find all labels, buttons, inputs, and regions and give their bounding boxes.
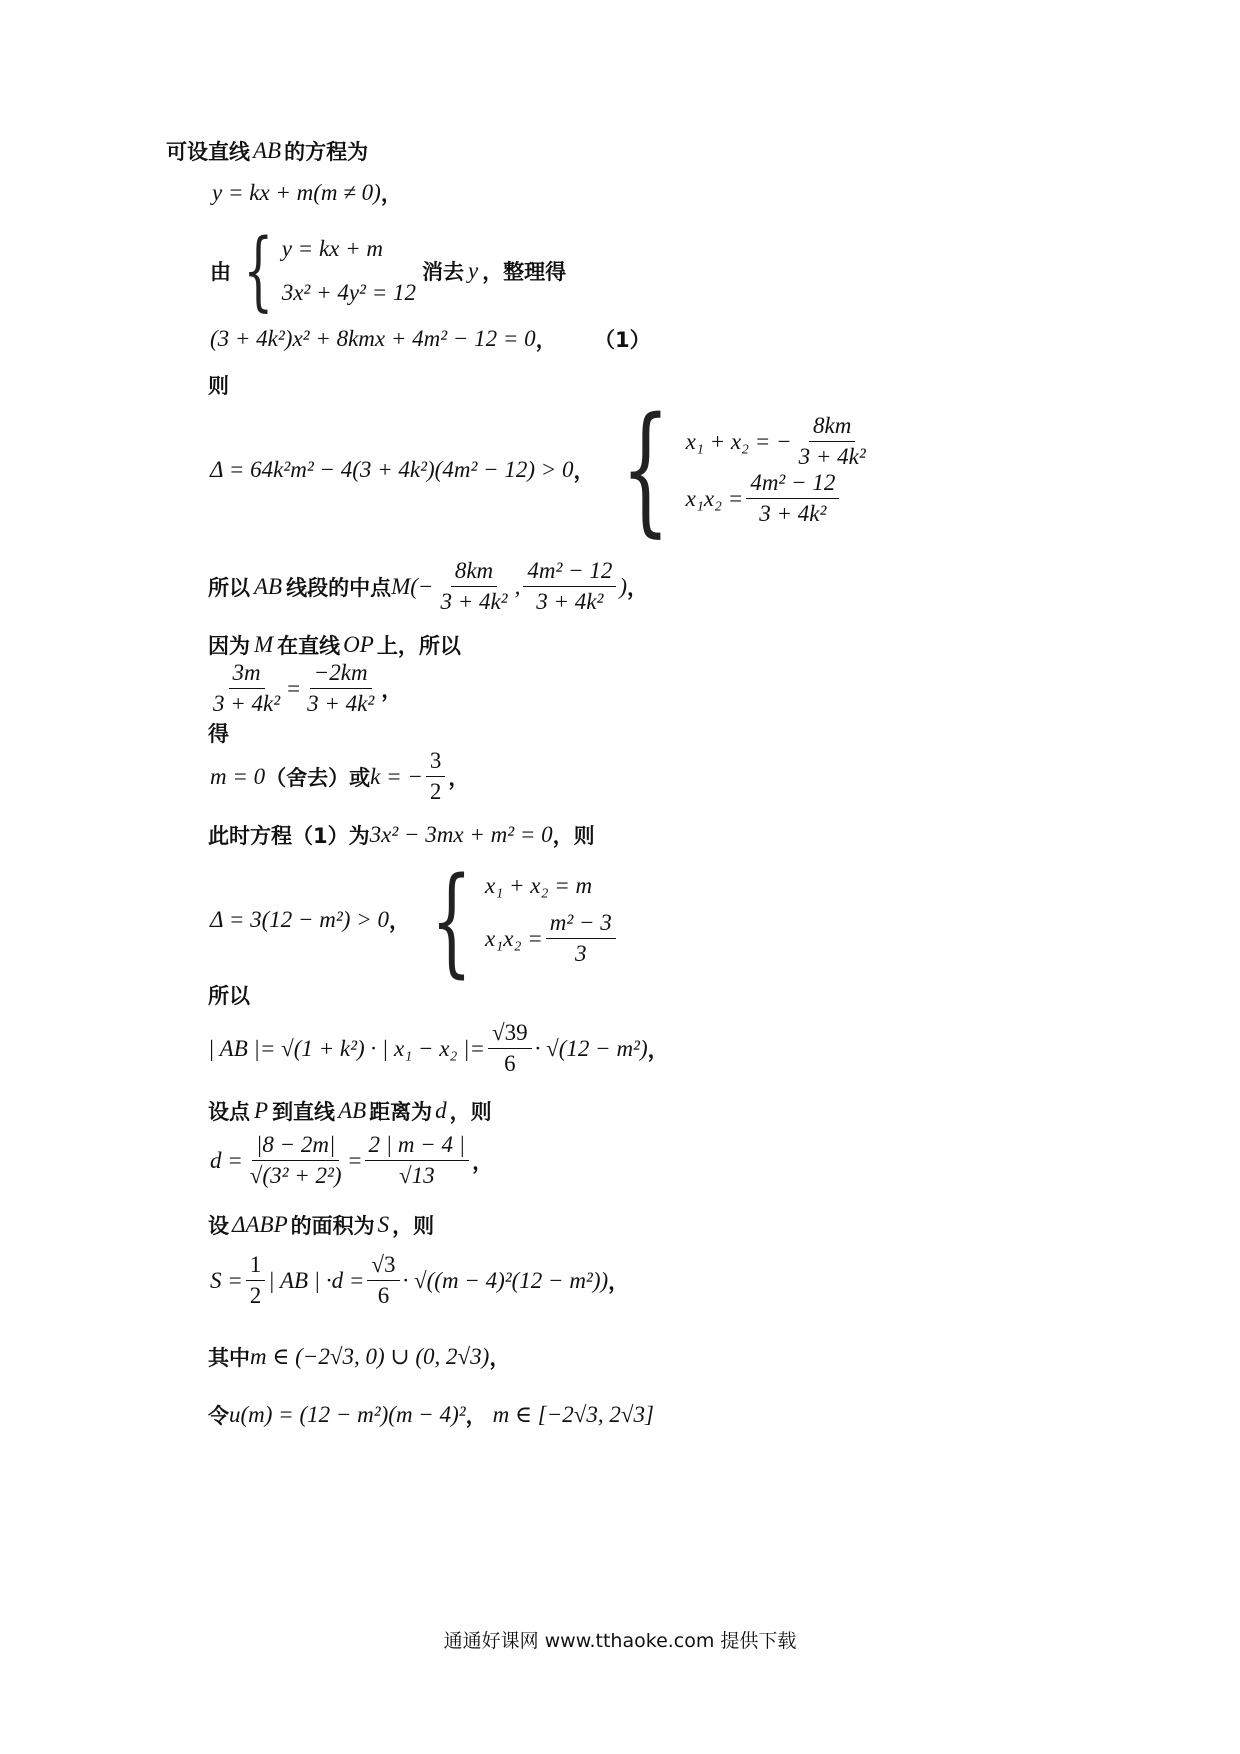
line-1: 可设直线 AB 的方程为	[166, 138, 369, 164]
equation-tag: （1）	[594, 328, 651, 352]
equation-system-2: { x₁ + x₂ = − $\frac{8km}{\text{3 + 4k²}}$ x₁x₂ = $\frac{\text{4m² − 12}}{\text{3 + 4k²}}$	[620, 388, 866, 551]
line-12: 此时方程（1）为 3x² − 3mx + m² = 0 ，则	[208, 822, 595, 848]
line-16: 设点 P 到直线 AB 距离为 d ，则	[208, 1098, 492, 1124]
line-10: 得	[208, 722, 229, 746]
line-5: 则	[208, 374, 229, 398]
line-13: Δ = 3(12 − m²) > 0 ， { x₁ + x₂ = m x₁x₂ = $\frac{\text{m² − 3}}{3}$	[210, 870, 619, 970]
line-3: 由 { y = kx + m 3x² + 4y² = 12 消去 y ，整理得	[210, 221, 567, 321]
line-21: 令 u(m) = (12 − m²)(m − 4)² ， m ∈ [−2√3, 2√3]	[208, 1402, 654, 1428]
line-18: 设 ΔABP 的面积为 S ，则	[208, 1212, 435, 1238]
line-4: (3 + 4k²)x² + 8kmx + 4m² − 12 = 0 ， （1）	[210, 326, 651, 352]
line-2: y = kx + m(m ≠ 0) ，	[212, 180, 402, 206]
equation-system-3: { x₁ + x₂ = m x₁x₂ = $\frac{\text{m² − 3}}{3}$	[414, 861, 619, 979]
equation-system-1: { y = kx + m 3x² + 4y² = 12	[243, 221, 416, 321]
line-20: 其中 m ∈ (−2√3, 0) ∪ (0, 2√3) ，	[208, 1344, 511, 1370]
line-8: 因为 M 在直线 OP 上，所以	[208, 632, 461, 658]
line-17: d = $\frac{|8 - 2m|}{\text{√(3² + 2²)}}$ = $\frac{2 | m - 4 |}{√13}$ ，	[210, 1132, 494, 1188]
line-19: S = $\frac{1}{2}$ | AB | ·d = $\frac{√3}{6}$ · √((m − 4)²(12 − m²)) ，	[210, 1252, 630, 1308]
line-7: 所以 AB 线段的中点 M(− $\frac{8km}{\text{3 + 4k²}}$ , $\frac{\text{4m² − 12}}{\text{3 + 4k²}}$ ) ，	[208, 558, 649, 614]
line-6: Δ = 64k²m² − 4(3 + 4k²)(4m² − 12) > 0 ， { x₁ + x₂ = − $\frac{8km}{\text{3 + 4k²}}$ x₁x₂ = $\frac{\text{4m² − 12}}{\text{3 + 4k²}}$	[210, 410, 873, 530]
line-9: $\frac{3m}{\text{3 + 4k²}}$ = $\frac{-2km}{\text{3 + 4k²}}$ ，	[213, 660, 403, 716]
footer-credit: 通通好课网 www.tthaoke.com 提供下载	[443, 1630, 797, 1652]
line-15: | AB |= √(1 + k²) · | x₁ − x₂ |= $\frac{√39}{6}$ · √(12 − m²) ，	[208, 1020, 669, 1076]
line-14: 所以	[208, 984, 250, 1008]
line-11: m = 0 （舍去）或 k = − $\frac{3}{2}$ ，	[210, 748, 470, 804]
